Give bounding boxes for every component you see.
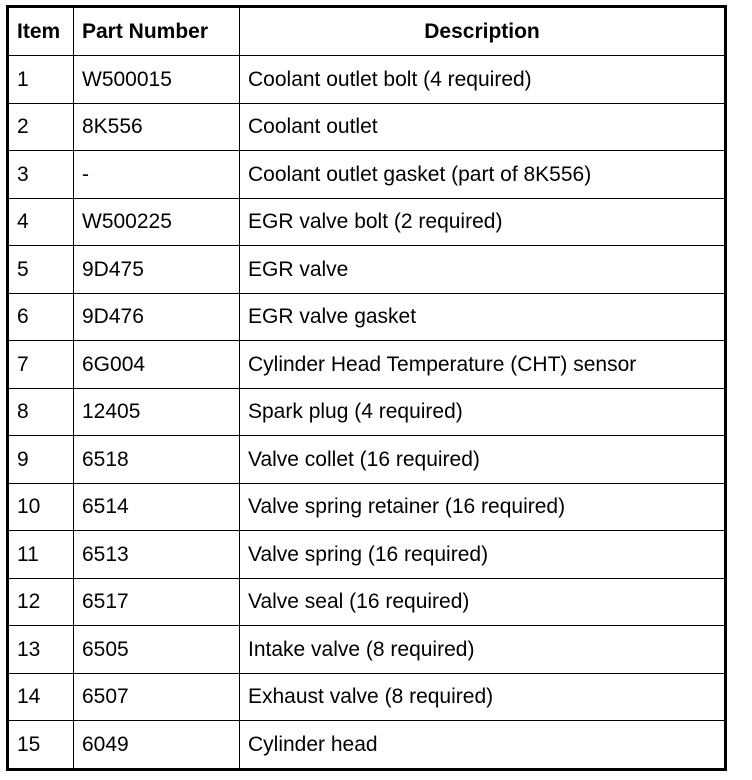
table-row	[8, 626, 726, 674]
cell-description: Exhaust valve (8 required)	[240, 673, 726, 721]
cell-item: 3	[8, 151, 74, 199]
cell-item: 6	[8, 293, 74, 341]
table-row	[8, 578, 726, 626]
table-row	[8, 341, 726, 389]
cell-part-number: 9D475	[74, 246, 240, 294]
parts-table	[6, 5, 727, 771]
table-row	[8, 103, 726, 151]
cell-description: Intake valve (8 required)	[240, 626, 726, 674]
parts-table-container	[6, 5, 727, 771]
cell-item: 9	[8, 436, 74, 484]
cell-description: EGR valve	[240, 246, 726, 294]
cell-description: Coolant outlet	[240, 103, 726, 151]
cell-item: 8	[8, 388, 74, 436]
cell-item: 5	[8, 246, 74, 294]
cell-item: 1	[8, 56, 74, 104]
cell-item: 10	[8, 483, 74, 531]
header-part-number: Part Number	[74, 7, 240, 56]
cell-part-number: 6505	[74, 626, 240, 674]
cell-description: Valve spring retainer (16 required)	[240, 483, 726, 531]
cell-item: 15	[8, 721, 74, 770]
cell-part-number: 6514	[74, 483, 240, 531]
cell-item: 2	[8, 103, 74, 151]
cell-part-number: 6507	[74, 673, 240, 721]
cell-item: 4	[8, 198, 74, 246]
cell-description: Valve spring (16 required)	[240, 531, 726, 579]
table-row	[8, 388, 726, 436]
table-row	[8, 483, 726, 531]
cell-part-number: 8K556	[74, 103, 240, 151]
cell-description: Spark plug (4 required)	[240, 388, 726, 436]
cell-part-number: 12405	[74, 388, 240, 436]
cell-description: EGR valve bolt (2 required)	[240, 198, 726, 246]
table-row	[8, 531, 726, 579]
cell-description: Coolant outlet bolt (4 required)	[240, 56, 726, 104]
cell-part-number: 6517	[74, 578, 240, 626]
cell-part-number: 9D476	[74, 293, 240, 341]
cell-item: 12	[8, 578, 74, 626]
cell-description: Cylinder Head Temperature (CHT) sensor	[240, 341, 726, 389]
cell-description: Cylinder head	[240, 721, 726, 770]
cell-part-number: 6513	[74, 531, 240, 579]
table-body	[8, 56, 726, 770]
cell-description: EGR valve gasket	[240, 293, 726, 341]
table-row	[8, 436, 726, 484]
cell-description: Coolant outlet gasket (part of 8K556)	[240, 151, 726, 199]
cell-item: 7	[8, 341, 74, 389]
cell-part-number: 6518	[74, 436, 240, 484]
header-item: Item	[8, 7, 74, 56]
cell-part-number: W500225	[74, 198, 240, 246]
cell-part-number: 6049	[74, 721, 240, 770]
cell-part-number: W500015	[74, 56, 240, 104]
table-row	[8, 56, 726, 104]
table-row	[8, 721, 726, 770]
table-header-row	[8, 7, 726, 56]
cell-item: 11	[8, 531, 74, 579]
table-row	[8, 198, 726, 246]
table-row	[8, 293, 726, 341]
cell-item: 14	[8, 673, 74, 721]
cell-item: 13	[8, 626, 74, 674]
cell-part-number: 6G004	[74, 341, 240, 389]
table-row	[8, 246, 726, 294]
header-description: Description	[240, 7, 726, 56]
table-row	[8, 673, 726, 721]
cell-part-number: -	[74, 151, 240, 199]
cell-description: Valve collet (16 required)	[240, 436, 726, 484]
table-row	[8, 151, 726, 199]
cell-description: Valve seal (16 required)	[240, 578, 726, 626]
